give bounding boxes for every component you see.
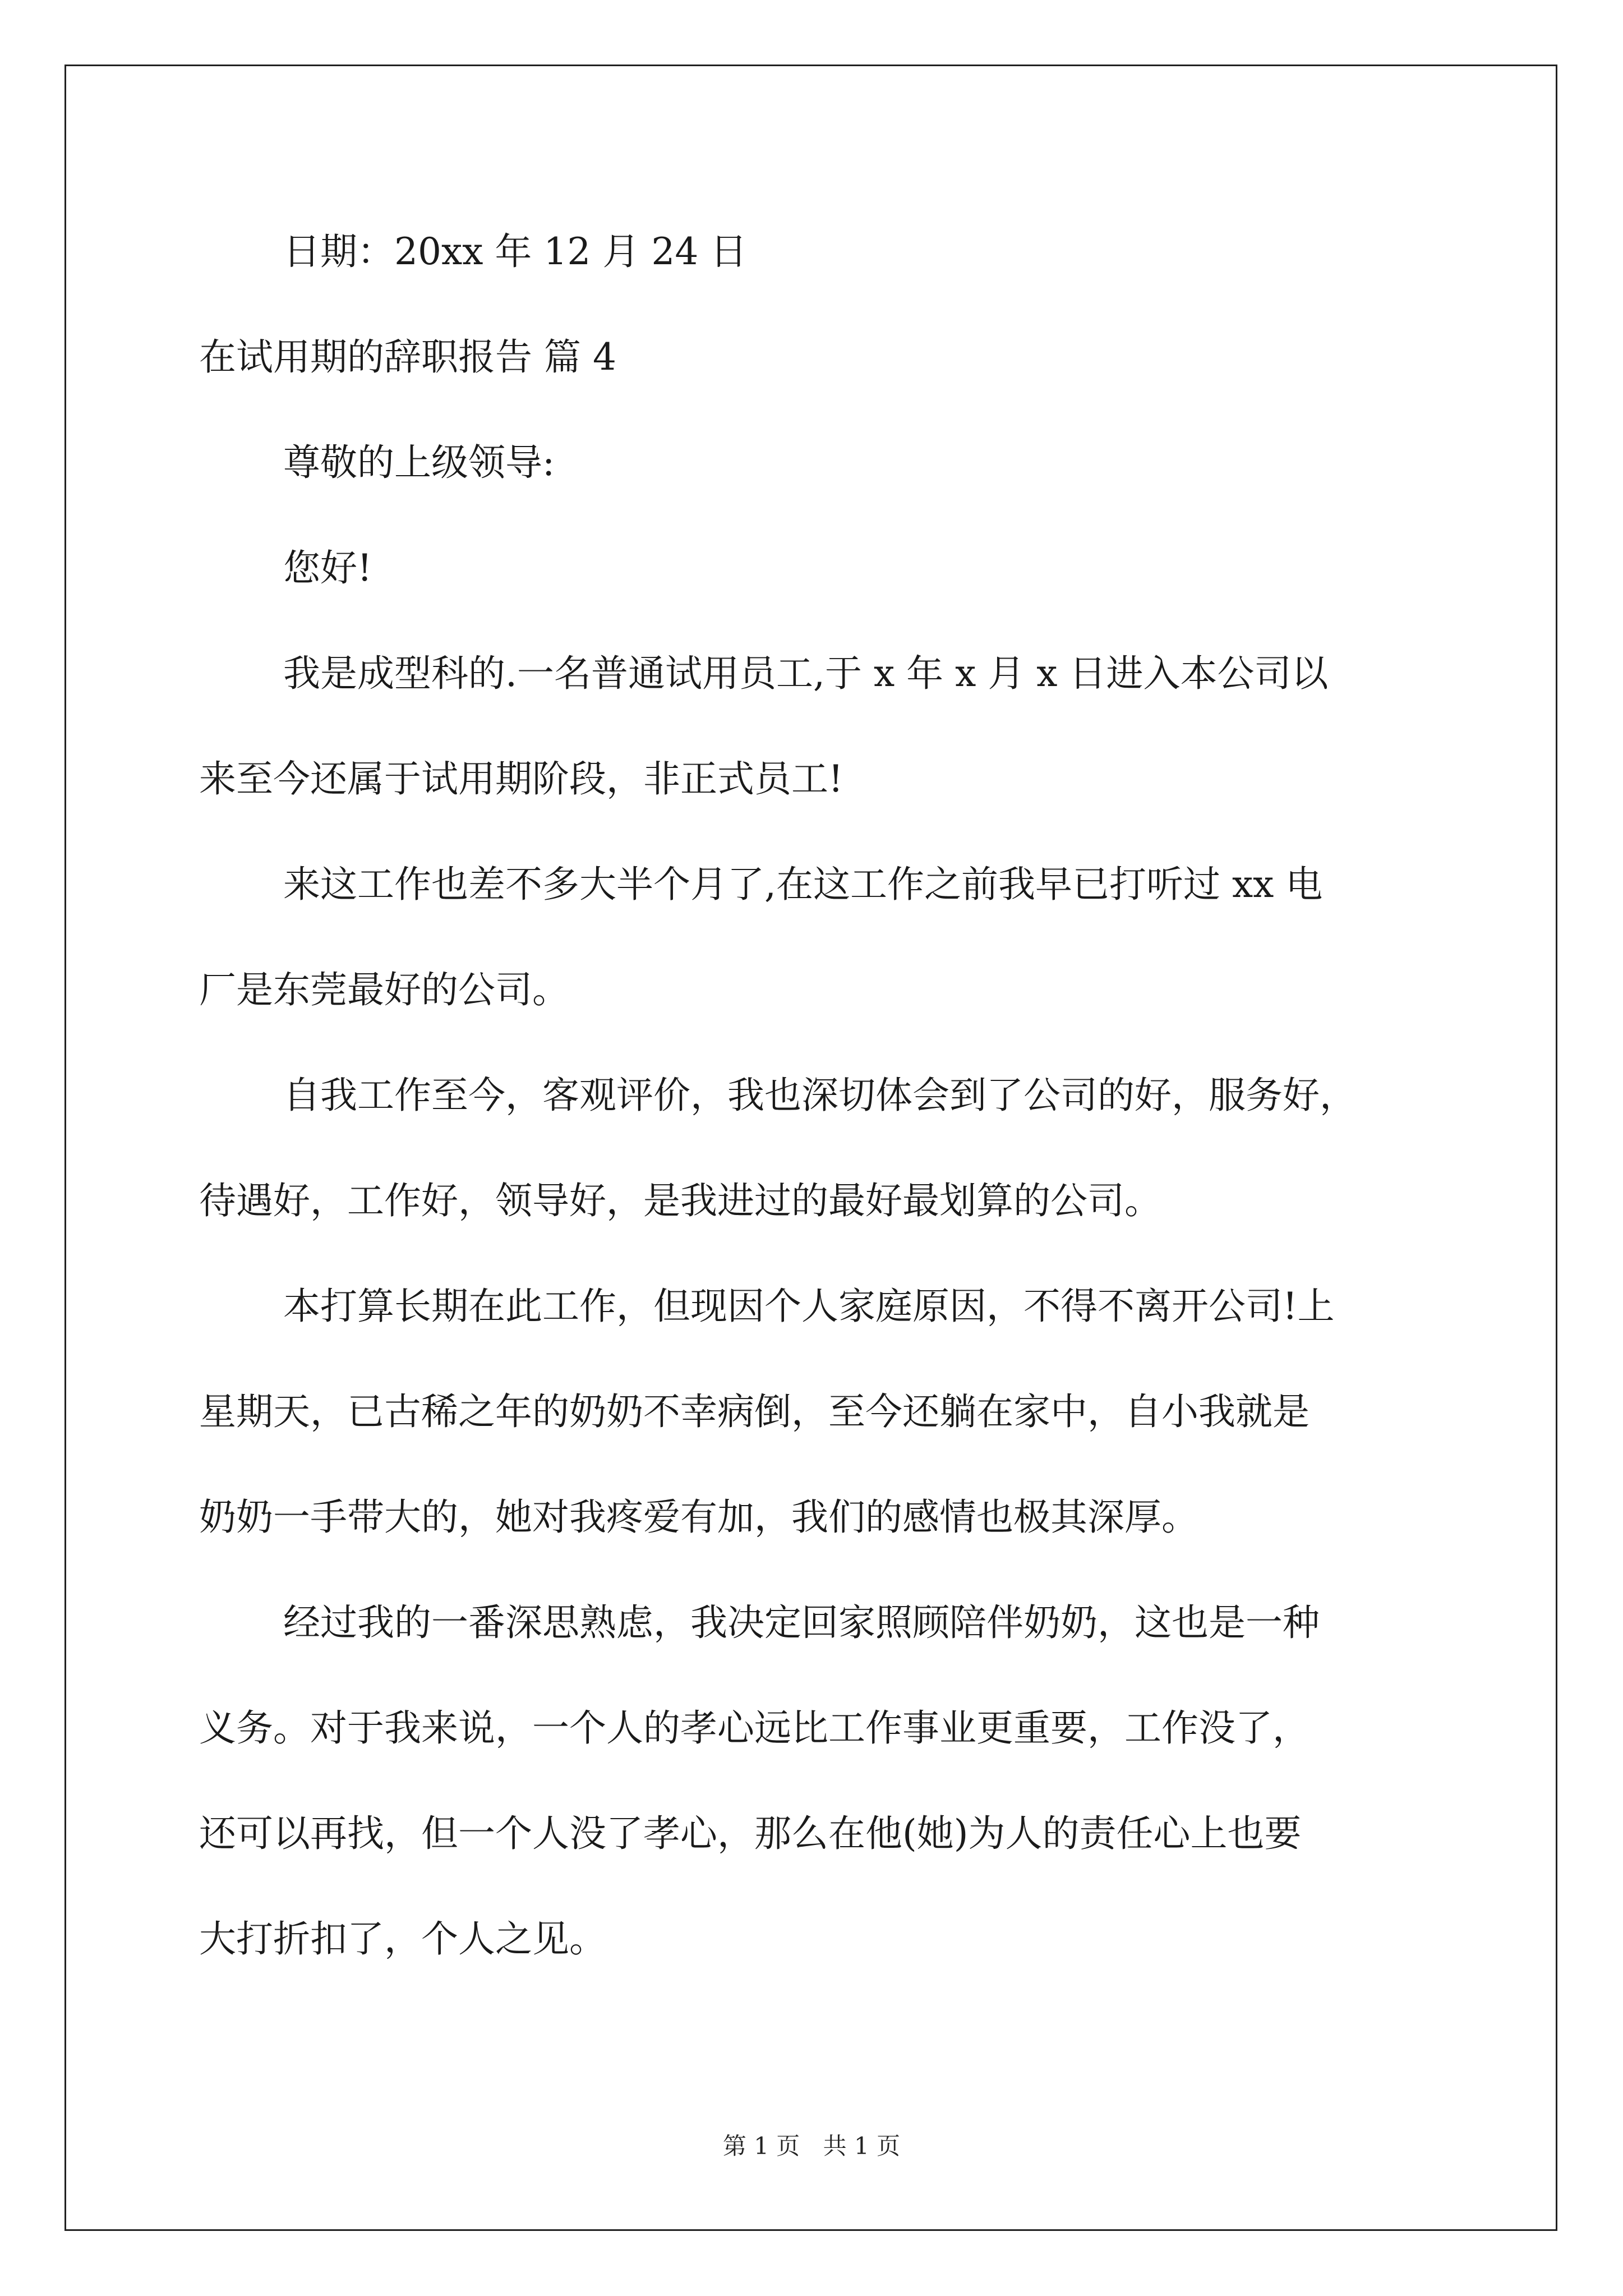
paragraph-line: 星期天，已古稀之年的奶奶不幸病倒，至今还躺在家中，自小我就是: [199, 1390, 1310, 1433]
page-footer: [0, 2128, 1623, 2161]
page-number-total: 共 1 页: [823, 2132, 901, 2160]
paragraph-line: 自我工作至今，客观评价，我也深切体会到了公司的好，服务好，: [283, 1074, 1357, 1117]
paragraph-line: 待遇好，工作好，领导好，是我进过的最好最划算的公司。: [199, 1179, 1161, 1222]
paragraph-line: 大打折扣了，个人之见。: [199, 1917, 606, 1961]
paragraph-line: 我是成型科的.一名普通试用员工,于 x 年 x 月 x 日进入本公司以: [283, 652, 1329, 695]
salutation: 尊敬的上级领导:: [283, 441, 555, 484]
greeting: 您好!: [283, 546, 372, 590]
paragraph-line: 还可以再找，但一个人没了孝心，那么在他(她)为人的责任心上也要: [199, 1812, 1302, 1855]
paragraph-line: 厂是东莞最好的公司。: [199, 968, 569, 1011]
paragraph-line: 来至今还属于试用期阶段，非正式员工!: [199, 757, 843, 800]
paragraph-line: 本打算长期在此工作，但现因个人家庭原因，不得不离开公司!上: [283, 1285, 1335, 1328]
paragraph-line: 经过我的一番深思熟虑，我决定回家照顾陪伴奶奶，这也是一种: [283, 1601, 1320, 1644]
paragraph-line: 来这工作也差不多大半个月了,在这工作之前我早已打听过 xx 电: [283, 863, 1323, 906]
document-title: 在试用期的辞职报告 篇 4: [199, 335, 616, 379]
page-number-current: 第 1 页: [722, 2132, 800, 2160]
paragraph-line: 义务。对于我来说，一个人的孝心远比工作事业更重要，工作没了，: [199, 1706, 1310, 1750]
date-line: 日期：20xx 年 12 月 24 日: [283, 230, 748, 273]
paragraph-line: 奶奶一手带大的，她对我疼爱有加，我们的感情也极其深厚。: [199, 1496, 1198, 1539]
